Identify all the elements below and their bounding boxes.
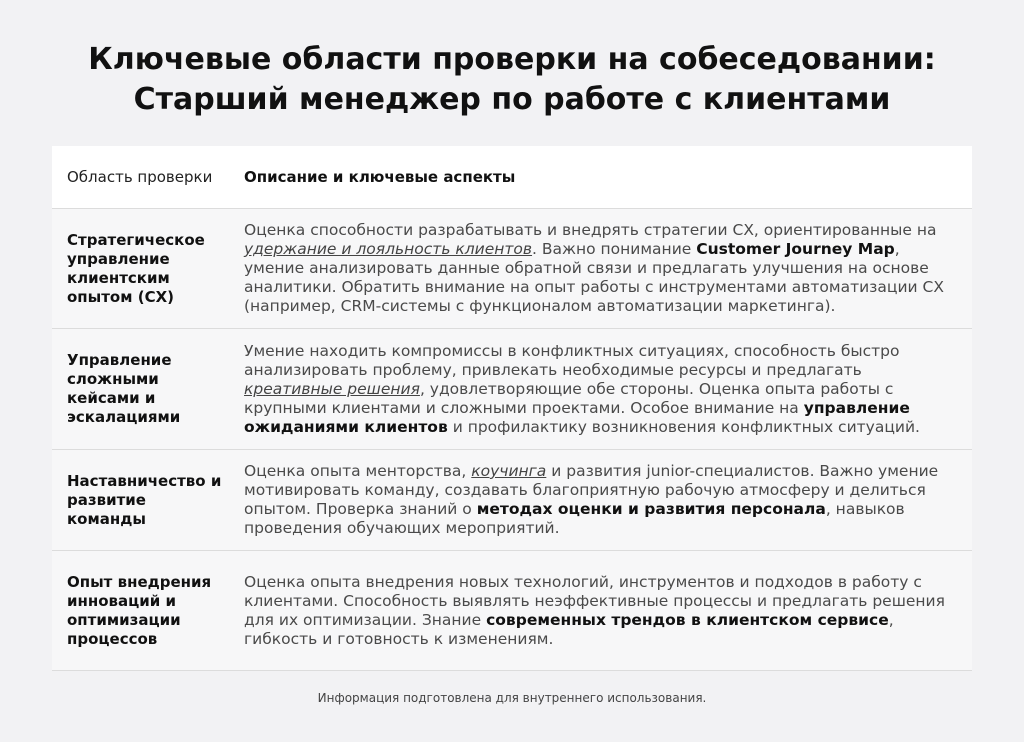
header-description: Описание и ключевые аспекты: [244, 167, 516, 186]
row-area: Управление сложными кейсами и эскалациями: [67, 351, 181, 426]
row-area: Стратегическое управление клиентским опытом (CX): [67, 230, 205, 306]
emphasis-bold: методах оценки и развития персонала: [476, 500, 826, 518]
emphasis-italic: удержание и лояльность клиентов: [244, 240, 533, 258]
row-area: Опыт внедрения инноваций и оптимизации процессов: [67, 572, 212, 648]
emphasis-italic: коучинга: [471, 462, 547, 480]
text-segment: , навыков проведения обучающих мероприятий.: [244, 500, 905, 537]
emphasis-italic: креативные решения: [244, 379, 420, 398]
text-segment: Оценка способности разрабатывать и внедрять стратегии CX, ориентированные на: [244, 221, 937, 239]
emphasis-bold: управление ожиданиями клиентов: [244, 398, 910, 436]
text-segment: . Важно понимание: [532, 240, 697, 258]
text-segment: Оценка опыта внедрения новых технологий, инструментов и подходов в работу с клиентами. Способность выявлять неэффективные процессы и предлагать решения для их оптимизации. Знание: [244, 572, 945, 629]
emphasis-bold: Customer Journey Map: [696, 240, 895, 258]
text-segment: Умение находить компромиссы в конфликтных ситуациях, способность быстро анализировать проблему, привлекать необходимые ресурсы и предлагать: [244, 341, 900, 379]
text-segment: и развития junior-специалистов. Важно умение мотивировать команду, создавать благоприятную рабочую атмосферу и делиться опытом. Проверка знаний о: [244, 462, 939, 518]
assessment-table: [52, 146, 972, 671]
table-row: [52, 450, 972, 551]
table-row: [52, 209, 972, 329]
row-area: Наставничество и развитие команды: [67, 471, 222, 528]
footer-note: Информация подготовлена для внутреннего использования.: [317, 691, 707, 705]
text-segment: и профилактику возникновения конфликтных ситуаций.: [447, 417, 920, 436]
text-segment: , умение анализировать данные обратной связи и предлагать улучшения на основе аналитики. Обратить внимание на опыт работы с инструментами автоматизации CX (например, CRM-системы с функционалом автоматизации маркетинга).: [244, 240, 944, 315]
row-description: [229, 462, 972, 538]
page-title: [0, 40, 1024, 120]
row-description: [229, 342, 972, 437]
table-row: [52, 551, 972, 671]
row-description: [229, 573, 972, 649]
table-row: [52, 329, 972, 450]
text-segment: , удовлетворяющие обе стороны. Оценка опыта работы с крупными клиентами и сложными проектами. Особое внимание на: [244, 379, 894, 417]
title-line-2: Старший менеджер по работе с клиентами: [133, 82, 891, 117]
title-line-1: Ключевые области проверки на собеседовании:: [88, 42, 936, 77]
row-description: [229, 221, 972, 316]
text-segment: , гибкость и готовность к изменениям.: [244, 610, 894, 648]
header-area: Область проверки: [67, 167, 213, 186]
text-segment: Оценка опыта менторства,: [244, 462, 472, 480]
emphasis-bold: современных трендов в клиентском сервисе: [486, 610, 889, 629]
table-header-row: [52, 146, 972, 209]
